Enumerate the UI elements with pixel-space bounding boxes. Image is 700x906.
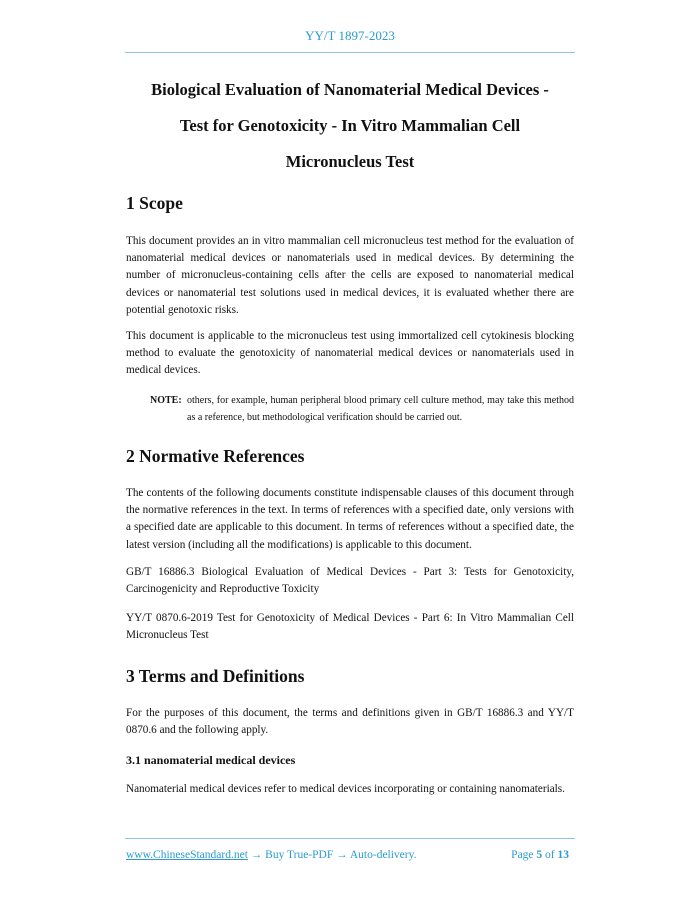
references-paragraph: The contents of the following documents constitute indispensable clauses of this document through the normative references in the text. In terms of references with a specified date, only versions with a specified date are applicable to this document. In terms of references without a specified date, the latest version (including all the modifications) is applicable to this document.	[126, 487, 574, 551]
page-footer	[125, 838, 575, 861]
section-heading-normative-references: 2 Normative References	[126, 446, 305, 466]
of-label: of	[545, 849, 555, 861]
document-title	[110, 72, 590, 180]
page-total: 13	[557, 849, 569, 861]
page-number	[511, 849, 569, 861]
arrow-right-icon: →	[336, 849, 348, 861]
scope-note	[150, 392, 574, 426]
arrow-right-icon: →	[250, 849, 263, 861]
page-label: Page	[511, 849, 534, 861]
terms-paragraph: For the purposes of this document, the terms and definitions given in GB/T 16886.3 and YY/T 0870.6 and the following apply.	[126, 707, 574, 737]
scope-paragraph-1: This document provides an in vitro mammalian cell micronucleus test method for the evaluation of nanomaterial medical devices or nanomaterials used in medical devices. By determining the number of micronucleus-containing cells after the cells are exposed to nanomaterial medical devices or nanomaterial test solutions used in medical devices, it is evaluated whether there are potential genotoxic risks.	[126, 235, 574, 316]
reference-item-2: YY/T 0870.6-2019 Test for Genotoxicity of Medical Devices - Part 6: In Vitro Mammalian Cell Micronucleus Test	[126, 612, 574, 642]
scope-paragraph-2: This document is applicable to the micronucleus test using immortalized cell cytokinesis blocking method to evaluate the genotoxicity of nanomaterial medical devices or nanomaterials used in medical devices.	[126, 330, 574, 377]
site-link[interactable]: www.ChineseStandard.net	[126, 849, 248, 861]
standard-id: YY/T 1897-2023	[305, 28, 395, 43]
page-current: 5	[536, 849, 543, 861]
title-line-1: Biological Evaluation of Nanomaterial Medical Devices -	[151, 80, 549, 99]
title-line-3: Micronucleus Test	[285, 152, 415, 171]
note-text: others, for example, human peripheral blood primary cell culture method, may take this method as a reference, but methodological verification should be carried out.	[187, 395, 574, 423]
buy-pdf-link[interactable]: Buy True-PDF	[265, 849, 334, 861]
title-line-2: Test for Genotoxicity - In Vitro Mammalian Cell	[179, 116, 521, 135]
section-heading-terms: 3 Terms and Definitions	[126, 666, 305, 686]
reference-item-1: GB/T 16886.3 Biological Evaluation of Medical Devices - Part 3: Tests for Genotoxicity, Carcinogenicity and Reproductive Toxicity	[126, 566, 574, 596]
page-header	[125, 0, 575, 53]
subsection-heading-3-1: 3.1 nanomaterial medical devices	[126, 753, 296, 767]
auto-delivery-text: Auto-delivery.	[349, 849, 417, 861]
footer-links	[126, 849, 417, 861]
section-heading-scope: 1 Scope	[126, 193, 183, 213]
subsection-paragraph-3-1: Nanomaterial medical devices refer to medical devices incorporating or containing nanomaterials.	[126, 783, 565, 795]
note-label: NOTE:	[150, 395, 182, 406]
